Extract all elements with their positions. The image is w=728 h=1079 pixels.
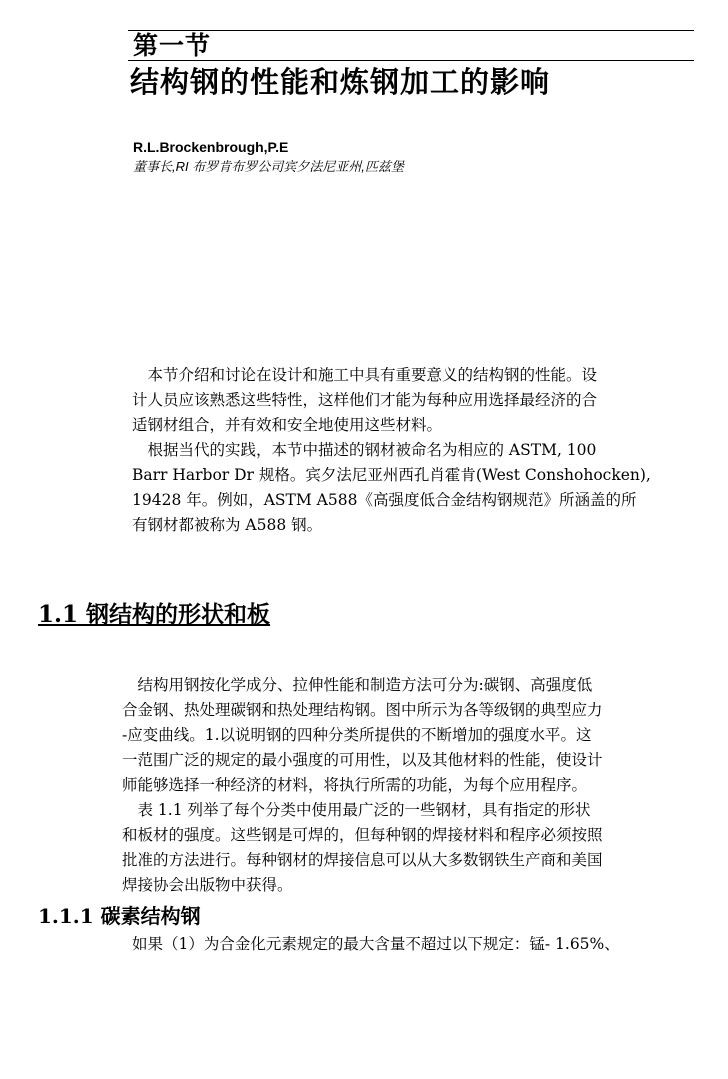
text-line: 合金钢、热处理碳钢和热处理结构钢。图中所示为各等级钢的典型应力 [122, 701, 603, 719]
section-paragraph [122, 673, 603, 898]
text-line: 本节介绍和讨论在设计和施工中具有重要意义的结构钢的性能。设 [132, 366, 598, 384]
text-line: 和板材的强度。这些钢是可焊的，但每种钢的焊接材料和程序必须按照 [122, 826, 603, 844]
subsection-paragraph [132, 932, 620, 957]
subsection-heading: 1.1.1 碳素结构钢 [38, 904, 201, 928]
text-line: 焊接协会出版物中获得。 [122, 876, 293, 894]
text-line: 结构用钢按化学成分、拉伸性能和制造方法可分为:碳钢、高强度低 [122, 676, 593, 694]
author-affiliation: 董事长,RI 布罗肯布罗公司宾夕法尼亚州,匹兹堡 [133, 159, 404, 174]
text-line: 计人员应该熟悉这些特性，这样他们才能为每种应用选择最经济的合 [132, 391, 598, 409]
text-line: 19428 年。例如，ASTM A588《高强度低合金结构钢规范》所涵盖的所 [132, 491, 637, 509]
top-rule [128, 30, 694, 31]
text-line: 适钢材组合，并有效和安全地使用这些材料。 [132, 416, 443, 434]
text-line: 根据当代的实践，本节中描述的钢材被命名为相应的 ASTM, 100 [132, 441, 597, 459]
section-heading: 1.1 钢结构的形状和板 [38, 601, 271, 628]
text-line: 如果（1）为合金化元素规定的最大含量不超过以下规定：锰- 1.65%、 [132, 935, 620, 953]
text-line: 一范围广泛的规定的最小强度的可用性，以及其他材料的性能，使设计 [122, 751, 603, 769]
text-line: 师能够选择一种经济的材料，将执行所需的功能，为每个应用程序。 [122, 776, 588, 794]
author-name: R.L.Brockenbrough,P.E [133, 139, 289, 155]
text-line: 批准的方法进行。每种钢材的焊接信息可以从大多数钢铁生产商和美国 [122, 851, 603, 869]
text-line: -应变曲线。1.以说明钢的四种分类所提供的不断增加的强度水平。这 [122, 726, 592, 744]
text-line: 表 1.1 列举了每个分类中使用最广泛的一些钢材，具有指定的形状 [122, 801, 591, 819]
page-title: 结构钢的性能和炼钢加工的影响 [130, 65, 551, 99]
section-number: 第一节 [133, 31, 212, 60]
text-line: 有钢材都被称为 A588 钢。 [132, 516, 323, 534]
text-line: Barr Harbor Dr 规格。宾夕法尼亚州西孔肖霍肯(West Conshohocken), [132, 466, 651, 484]
intro-paragraph [132, 363, 651, 538]
